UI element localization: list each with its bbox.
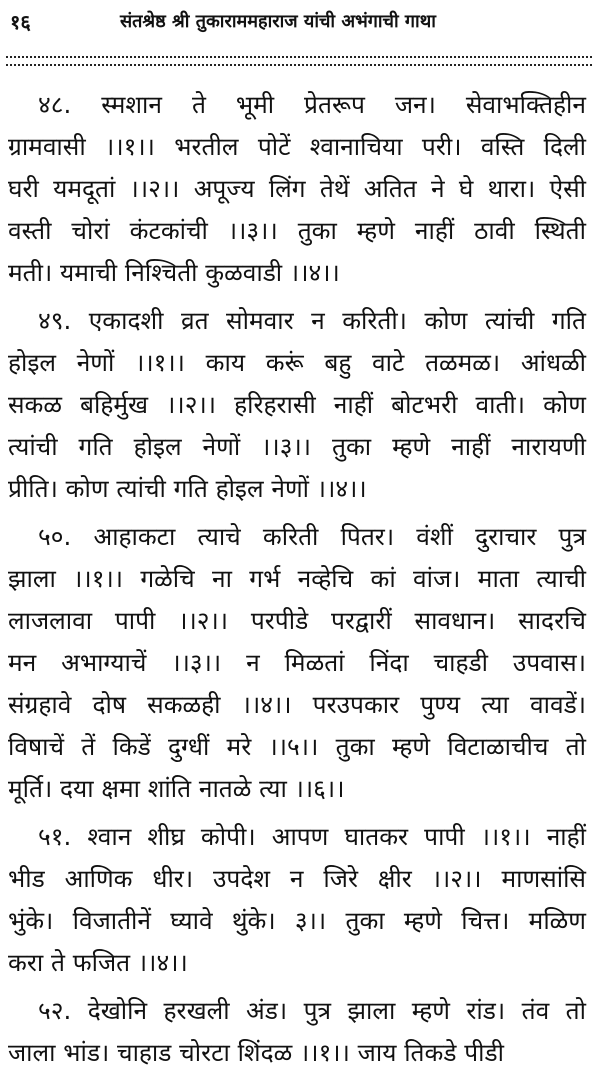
verse-line: ग्रामवासी ।।१।। भरतील पोटें श्वानाचिया परी। वस्ति दिली	[8, 132, 586, 161]
verse	[8, 84, 586, 294]
verse	[8, 516, 586, 810]
verse	[8, 990, 586, 1074]
verse-line: घरी यमदूतां ।।२।। अपूज्य लिंग तेथें अतित ने घे थारा। ऐसी	[8, 174, 586, 203]
verse	[8, 300, 586, 510]
header-divider	[6, 56, 592, 66]
verse-line: ४९. एकादशी व्रत सोमवार न करिती। कोण त्यांची गति	[38, 306, 586, 335]
verse-line: भीड आणिक धीर। उपदेश न जिरे क्षीर ।।२।। माणसांसि	[8, 864, 586, 893]
verse-line: त्यांची गति होइल नेणों ।।३।। तुका म्हणे नाहीं नारायणी	[8, 432, 586, 461]
verse	[8, 816, 586, 984]
verse-line: मती। यमाची निश्चिती कुळवाडी ।।४।।	[8, 258, 340, 287]
verse-line: प्रीति। कोण त्यांची गति होइल नेणों ।।४।।	[8, 474, 367, 503]
verse-list	[8, 84, 586, 1080]
running-title: संतश्रेष्ठ श्री तुकाराममहाराज यांची अभंगाची गाथा	[120, 11, 436, 32]
page-header	[8, 0, 590, 40]
verse-line: भुंके। विजातीनें घ्यावे थुंके। ३।। तुका म्हणे चित्त। मळिण	[8, 906, 586, 935]
verse-line: लाजलावा पापी ।।२।। परपीडे परद्वारीं सावधान। सादरचि	[8, 606, 586, 635]
verse-line: विषाचें तें किडें दुग्धीं मरे ।।५।। तुका म्हणे विटाळाचीच तो	[8, 732, 586, 761]
verse-line: करा ते फजित ।।४।।	[8, 948, 188, 977]
verse-line: ५२. देखोनि हरखली अंड। पुत्र झाला म्हणे रांड। तंव तो	[38, 996, 586, 1025]
verse-line: ५०. आहाकटा त्याचे करिती पितर। वंशीं दुराचार पुत्र	[38, 522, 586, 551]
verse-line: होइल नेणों ।।१।। काय करूं बहु वाटे तळमळ। आंधळी	[8, 348, 586, 377]
verse-line: ५१. श्वान शीघ्र कोपी। आपण घातकर पापी ।।१।। नाहीं	[38, 822, 586, 851]
verse-line: सकळ बहिर्मुख ।।२।। हरिहरासी नाहीं बोटभरी वाती। कोण	[8, 390, 586, 419]
verse-line: ४८. स्मशान ते भूमी प्रेतरूप जन। सेवाभक्तिहीन	[38, 90, 586, 119]
verse-line: वस्ती चोरां कंटकांची ।।३।। तुका म्हणे नाहीं ठावी स्थिती	[8, 216, 586, 245]
verse-line: जाला भांड। चाहाड चोरटा शिंदळ ।।१।। जाय तिकडे पीडी	[8, 1038, 504, 1067]
verse-line: झाला ।।१।। गळेचि ना गर्भ नव्हेचि कां वांज। माता त्याची	[8, 564, 586, 593]
verse-line: मूर्ति। दया क्षमा शांति नातळे त्या ।।६।।	[8, 774, 345, 803]
verse-line: मन अभाग्याचें ।।३।। न मिळतां निंदा चाहडी उपवास।	[8, 648, 586, 677]
verse-line: संग्रहावे दोष सकळही ।।४।। परउपकार पुण्य त्या वावडें।	[8, 690, 586, 719]
page-number: १६	[10, 10, 31, 34]
